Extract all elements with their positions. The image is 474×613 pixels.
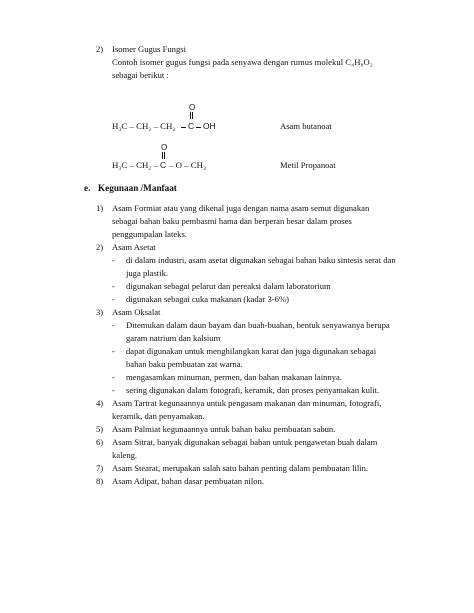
list-number: 3) bbox=[96, 307, 104, 317]
section-intro: Contoh isomer gugus fungsi pada senyawa dengan rumus molekul C₄H₈O₂ bbox=[112, 57, 373, 67]
hydroxyl-group: OH bbox=[203, 121, 216, 131]
list-item-text: Asam Palmiat kegunaannya untuk bahan baku pembuatan sabun. bbox=[112, 424, 336, 434]
bullet-dash: - bbox=[112, 372, 115, 382]
section-letter: e. bbox=[84, 183, 91, 193]
section-number: 2) bbox=[96, 44, 104, 54]
bullet-dash: - bbox=[112, 346, 115, 356]
list-item-text: Asam Formiat atau yang dikenal juga dengan nama asam semut digunakan bbox=[112, 203, 370, 213]
formula-right: – O – CH₃ bbox=[169, 160, 207, 170]
single-bond-mark bbox=[196, 127, 201, 128]
sub-item-text: digunakan sebagai cuka makanan (kadar 3-6%) bbox=[126, 294, 289, 304]
bullet-dash: - bbox=[112, 385, 115, 395]
formula-left: H₃C – CH₂ – CH₂ bbox=[112, 121, 176, 131]
list-number: 6) bbox=[96, 437, 104, 447]
sub-item-text: juga plastik. bbox=[126, 268, 169, 278]
sub-item-text: sering digunakan dalam fotografi, keramik, dan proses penyamakan kulit. bbox=[126, 385, 380, 395]
list-item-text: Asam Sitrat, banyak digunakan sebagai bahan untuk pengawetan buah dalam bbox=[112, 437, 378, 447]
bullet-dash: - bbox=[112, 281, 115, 291]
oxygen-atom-label: O bbox=[189, 103, 196, 112]
sub-item-text: garam natrium dan kalsium bbox=[126, 333, 221, 343]
list-number: 4) bbox=[96, 398, 104, 408]
bullet-dash: - bbox=[112, 320, 115, 330]
section-title: Isomer Gugus Fungsi bbox=[112, 44, 187, 54]
sub-item-text: Ditemukan dalam daun bayam dan buah-buahan, bentuk senyawanya berupa bbox=[126, 320, 390, 330]
list-item-text: Asam Adipat, bahan dasar pembuatan nilon. bbox=[112, 476, 265, 486]
bullet-dash: - bbox=[112, 294, 115, 304]
list-number: 5) bbox=[96, 424, 104, 434]
list-item-text: sebagai bahan baku pembasmi hama dan berperan besar dalam proses bbox=[112, 216, 352, 226]
oxygen-atom-label: O bbox=[161, 143, 168, 152]
formula-left: H₃C – CH₂ – bbox=[112, 160, 158, 170]
bullet-dash: - bbox=[112, 255, 115, 265]
list-number: 8) bbox=[96, 476, 104, 486]
list-item-text: Asam Oksalat bbox=[112, 307, 161, 317]
sub-item-text: mengasamkan minuman, permen, dan bahan makanan lainnya. bbox=[126, 372, 342, 382]
list-item-text: Asam Tartrat kegunaannya untuk pengasam makanan dan minuman, fotografi, bbox=[112, 398, 382, 408]
single-bond-mark bbox=[181, 127, 186, 128]
list-item-text: Asam Stearat, merupakan salah satu bahan penting dalam pembuatan lilin. bbox=[112, 463, 369, 473]
list-number: 1) bbox=[96, 203, 104, 213]
list-item-text: Asam Asetat bbox=[112, 242, 156, 252]
carbonyl-carbon: C bbox=[160, 160, 167, 170]
sub-item-text: di dalam industri, asam asetat digunakan sebagai bahan baku sintesis serat dan bbox=[126, 255, 396, 265]
section-heading: Kegunaan /Manfaat bbox=[98, 183, 177, 193]
sub-item-text: digunakan sebagai pelarut dan pereaksi dalam laboratorium bbox=[126, 281, 331, 291]
double-bond-mark bbox=[190, 112, 193, 119]
double-bond-mark bbox=[162, 152, 165, 159]
sub-item-text: bahan baku pembuatan zat warna. bbox=[126, 359, 243, 369]
section-intro-continued: sebagai berikut : bbox=[112, 70, 169, 80]
list-number: 7) bbox=[96, 463, 104, 473]
list-item-text: penggumpalan lateks. bbox=[112, 229, 187, 239]
carbonyl-carbon: C bbox=[188, 121, 195, 131]
compound-name: Metil Propanoat bbox=[280, 160, 336, 170]
list-item-text: kaleng. bbox=[112, 450, 138, 460]
compound-name: Asam butanoat bbox=[280, 121, 332, 131]
list-item-text: keramik, dan penyamakan. bbox=[112, 411, 205, 421]
list-number: 2) bbox=[96, 242, 104, 252]
sub-item-text: dapat digunakan untuk menghilangkan karat dan juga digunakan sebagai bbox=[126, 346, 377, 356]
